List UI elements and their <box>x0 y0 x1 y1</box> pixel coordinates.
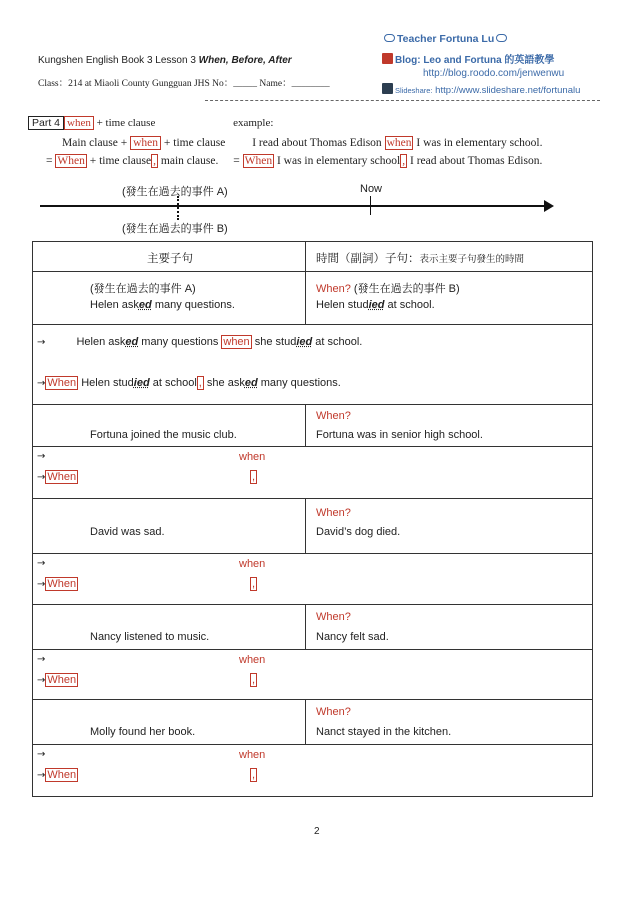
arrow-icon: → <box>37 472 46 483</box>
exercise-time-cell <box>306 405 592 446</box>
main-clause-heading: 主要子句 <box>147 253 193 265</box>
answer-cell <box>33 745 592 796</box>
exercise-main-cell <box>33 405 306 446</box>
combined-sentence-When <box>37 376 341 390</box>
exercise-main-clause: Molly found her book. <box>90 726 196 738</box>
slideshare-line <box>382 83 580 96</box>
combined-sentence-when <box>37 335 362 349</box>
exercise-main-clause: Fortuna joined the music club. <box>90 429 237 441</box>
equals-sign: = <box>46 155 53 167</box>
exercise-time-clause: Nanct stayed in the kitchen. <box>316 726 452 738</box>
past-tense-suffix: ied <box>296 336 313 348</box>
comma-box <box>250 673 257 687</box>
comma-mark: , <box>252 769 256 781</box>
answer-cell <box>33 447 592 498</box>
example-main-sentence <box>90 299 235 311</box>
When-keyword: When <box>47 674 77 686</box>
past-tense-suffix: ied <box>368 299 385 311</box>
blog-url-link[interactable]: http://blog.roodo.com/jenwenwu <box>423 68 565 79</box>
answer-When-line <box>37 577 78 591</box>
arrow-icon: → <box>37 579 46 590</box>
formula2-When: When <box>57 155 85 167</box>
table-header-row <box>33 242 592 271</box>
formula-main-clause: Main clause + <box>62 137 128 149</box>
answer-When-line <box>37 470 78 484</box>
exercise-time-clause: David’s dog died. <box>316 526 401 538</box>
arrow-icon: → <box>37 749 46 760</box>
time-clause-heading <box>316 250 524 266</box>
combined-cell <box>33 325 592 404</box>
example2-time: I was in elementary school <box>276 155 401 167</box>
exercise-main-clause: Nancy listened to music. <box>90 631 210 643</box>
When-keyword: When <box>47 471 77 483</box>
formula2-comma: , <box>153 155 157 167</box>
formula2-main-clause: main clause. <box>160 155 219 167</box>
example-right-cell <box>306 272 592 324</box>
when-keyword: when <box>239 749 266 761</box>
formula-time-clause: + time clause <box>163 137 226 149</box>
example-left-cell <box>33 272 306 324</box>
arrow-icon: → <box>37 378 46 389</box>
text-part: Helen stud <box>78 377 134 389</box>
timeline-now-tick <box>370 196 371 215</box>
answer-row <box>33 446 592 498</box>
comma-box: , <box>198 377 202 389</box>
when-question: When? <box>316 410 351 422</box>
past-tense-suffix: ed <box>138 299 152 311</box>
title-prefix: Kungshen English Book 3 Lesson 3 <box>38 55 199 66</box>
When-keyword: When <box>47 377 77 389</box>
when-keyword: when <box>239 451 266 463</box>
exercise-row <box>33 604 592 649</box>
arrow-icon: → <box>37 337 46 348</box>
text-part: Helen ask <box>90 299 139 311</box>
time-clause-heading-note: 表示主要子句發生的時間 <box>419 254 525 265</box>
formula2-time-clause: + time clause <box>89 155 152 167</box>
answer-When-line <box>37 673 78 687</box>
time-clause-heading-text: 時間（副詞）子句： <box>316 253 420 265</box>
When-keyword: When <box>47 578 77 590</box>
exercise-main-cell <box>33 700 306 744</box>
timeline-arrowhead-icon <box>544 200 554 212</box>
past-tense-suffix: ed <box>244 377 258 389</box>
part-label: Part 4 <box>28 116 64 130</box>
timeline-event-b: (發生在過去的事件 B) <box>122 223 228 235</box>
equals-sign: = <box>233 155 240 167</box>
answer-row <box>33 649 592 699</box>
scroll-icon <box>496 34 507 42</box>
answer-cell <box>33 554 592 604</box>
arrow-icon: → <box>37 770 46 781</box>
exercise-time-clause: Nancy felt sad. <box>316 631 389 643</box>
past-tense-suffix: ed <box>125 336 139 348</box>
event-a-label: (發生在過去的事件 A) <box>90 283 196 295</box>
worksheet-title <box>38 55 292 66</box>
timeline-line <box>40 205 548 207</box>
table-header-right <box>306 242 592 271</box>
When-keyword: When <box>47 769 77 781</box>
text-part: Helen stud <box>316 299 369 311</box>
timeline-now: Now <box>360 183 383 195</box>
past-tense-suffix: ied <box>133 377 150 389</box>
text-part: at school <box>149 377 197 389</box>
example1-main: I read about Thomas Edison <box>252 137 382 149</box>
table-header-left <box>33 242 306 271</box>
when-question: When? <box>316 706 351 718</box>
arrow-icon: → <box>37 654 46 665</box>
exercise-main-clause: David was sad. <box>90 526 165 538</box>
answer-cell <box>33 650 592 699</box>
text-part: she ask <box>203 377 245 389</box>
exercise-main-cell <box>33 499 306 553</box>
page-number: 2 <box>314 826 320 837</box>
answer-row <box>33 553 592 604</box>
when-keyword: when <box>239 558 266 570</box>
teacher-text: Teacher Fortuna Lu <box>397 33 495 45</box>
exercise-table <box>32 241 593 797</box>
arrow-icon: → <box>37 451 46 462</box>
combined-example-row <box>33 324 592 404</box>
arrow-icon: → <box>37 558 46 569</box>
exercise-row <box>33 699 592 744</box>
exercise-row <box>33 404 592 446</box>
blog-logo-icon <box>382 53 393 64</box>
formula-row-1 <box>62 136 543 150</box>
when-question: When? <box>316 507 351 519</box>
comma-mark: , <box>252 578 256 590</box>
exercise-time-clause: Fortuna was in senior high school. <box>316 429 483 441</box>
blog-text: Blog: Leo and Fortuna 的英語教學 <box>395 55 555 66</box>
answer-row <box>33 744 592 796</box>
comma-mark: , <box>252 674 256 686</box>
exercise-main-cell <box>33 605 306 649</box>
teacher-name <box>382 33 509 45</box>
header-divider <box>205 100 600 101</box>
example-right-label <box>316 280 460 296</box>
exercise-time-cell <box>306 499 592 553</box>
event-b-label: (發生在過去的事件 B) <box>353 283 460 295</box>
formula-row-2 <box>46 154 542 168</box>
exercise-time-cell <box>306 700 592 744</box>
comma-box <box>250 577 257 591</box>
example1-time: I was in elementary school. <box>416 137 543 149</box>
when-keyword: when <box>223 336 250 348</box>
time-clause-text: + time clause <box>96 117 156 129</box>
example-label: example: <box>233 117 274 129</box>
exercise-row <box>33 498 592 553</box>
when-question: When? <box>316 611 351 623</box>
text-part: she stud <box>251 336 297 348</box>
blog-line <box>382 51 554 66</box>
scroll-icon <box>384 34 395 42</box>
when-question: When? <box>316 283 351 295</box>
text-part: at school. <box>384 299 435 311</box>
text-part: many questions. <box>257 377 341 389</box>
timeline-event-a: (發生在過去的事件 A) <box>122 186 228 198</box>
comma-mark: , <box>252 471 256 483</box>
example1-when: when <box>386 137 412 149</box>
slideshare-label: Slideshare: <box>395 86 433 95</box>
when-keyword: when <box>239 654 266 666</box>
text-part: many questions. <box>151 299 235 311</box>
title-italic: When, Before, After <box>198 55 292 66</box>
formula-when: when <box>130 136 161 150</box>
example2-When: When <box>244 155 273 167</box>
comma-box <box>250 768 257 782</box>
slideshare-logo-icon <box>382 83 393 94</box>
text-part: many questions <box>138 336 222 348</box>
text-part: Helen ask <box>76 336 126 348</box>
timeline-event-dots <box>177 196 179 220</box>
example-time-sentence <box>316 299 435 311</box>
example2-comma: , <box>402 155 406 167</box>
answer-When-line <box>37 768 78 782</box>
when-keyword: when <box>64 116 94 130</box>
exercise-time-cell <box>306 605 592 649</box>
example-row <box>33 271 592 324</box>
class-info-line: Class：214 at Miaoli County Gungguan JHS No：_____ Name：________ <box>38 79 330 89</box>
arrow-icon: → <box>37 675 46 686</box>
text-part: at school. <box>312 336 363 348</box>
part4-heading-row <box>28 116 273 130</box>
comma-box <box>250 470 257 484</box>
example2-main: I read about Thomas Edison. <box>409 155 543 167</box>
slideshare-url-link[interactable]: http://www.slideshare.net/fortunalu <box>435 85 581 96</box>
